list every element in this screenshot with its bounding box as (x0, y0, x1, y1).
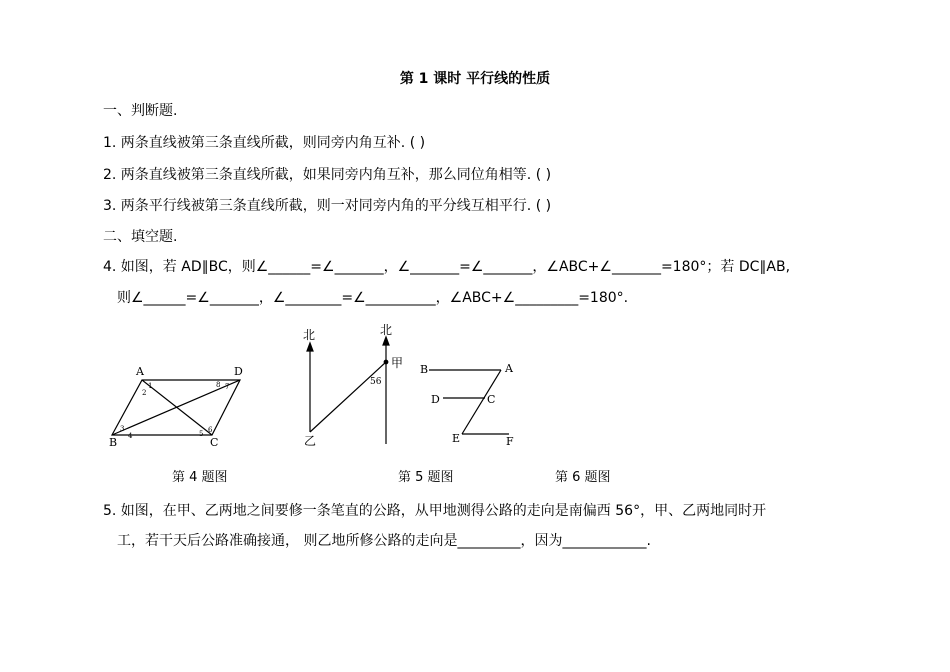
fig5-label-jia: 甲 (391, 356, 404, 370)
figure-5-caption: 第 5 题图 (398, 470, 454, 485)
fig4-angle-4: 4 (128, 432, 133, 440)
fig4-angle-3: 3 (120, 425, 125, 433)
fig4-label-b: B (109, 436, 118, 449)
figure-6-caption: 第 6 题图 (555, 470, 611, 485)
fig4-label-d: D (234, 365, 243, 378)
fig4-angle-2: 2 (142, 389, 147, 397)
fig4-angle-6: 6 (208, 426, 213, 434)
fig4-angle-1: 1 (148, 382, 153, 390)
question-4-line-1: 4. 如图，若 AD∥BC，则∠______=∠_______，∠_______=∠_______，∠ABC+∠_______=180°；若 DC∥AB, (103, 259, 791, 275)
figure-6-zigzag (415, 358, 525, 450)
question-3: 3. 两条平行线被第三条直线所截，则一对同旁内角的平分线互相平行. ( ) (103, 198, 552, 214)
question-4-line-2: 则∠______=∠_______，∠________=∠__________，∠ABC+∠_________=180°. (117, 290, 629, 306)
fig6-label-f: F (506, 435, 514, 448)
figure-5-north-directions (290, 320, 420, 450)
question-2: 2. 两条直线被第三条直线所截，如果同旁内角互补，那么同位角相等. ( ) (103, 167, 552, 183)
section-fill-heading: 二、填空题. (103, 229, 178, 245)
fig4-angle-7: 7 (225, 383, 230, 391)
figure-4-caption: 第 4 题图 (172, 470, 228, 485)
fig4-label-a: A (136, 365, 144, 378)
fig5-label-yi: 乙 (304, 434, 317, 448)
fig6-label-a: A (505, 362, 513, 375)
fig6-label-c: C (487, 393, 496, 406)
question-5-line-2: 工，若干天后公路准确接通， 则乙地所修公路的走向是_________，因为____________. (117, 533, 651, 549)
fig5-north-left: 北 (303, 328, 316, 342)
fig4-label-c: C (210, 436, 219, 449)
fig5-angle-56: 56 (370, 377, 382, 387)
question-5-line-1: 5. 如图，在甲、乙两地之间要修一条笔直的公路，从甲地测得公路的走向是南偏西 56°，甲、乙两地同时开 (103, 503, 767, 519)
fig6-label-d: D (431, 393, 440, 406)
question-1: 1. 两条直线被第三条直线所截，则同旁内角互补. ( ) (103, 135, 426, 151)
fig6-label-e: E (452, 432, 461, 445)
fig6-label-b: B (420, 363, 429, 376)
section-judgement-heading: 一、判断题. (103, 103, 178, 119)
fig4-angle-8: 8 (216, 381, 221, 389)
fig4-angle-5: 5 (199, 430, 204, 438)
page-title: 第 1 课时 平行线的性质 (399, 71, 551, 87)
fig5-north-right: 北 (380, 323, 393, 337)
figure-4-parallelogram (100, 360, 260, 455)
